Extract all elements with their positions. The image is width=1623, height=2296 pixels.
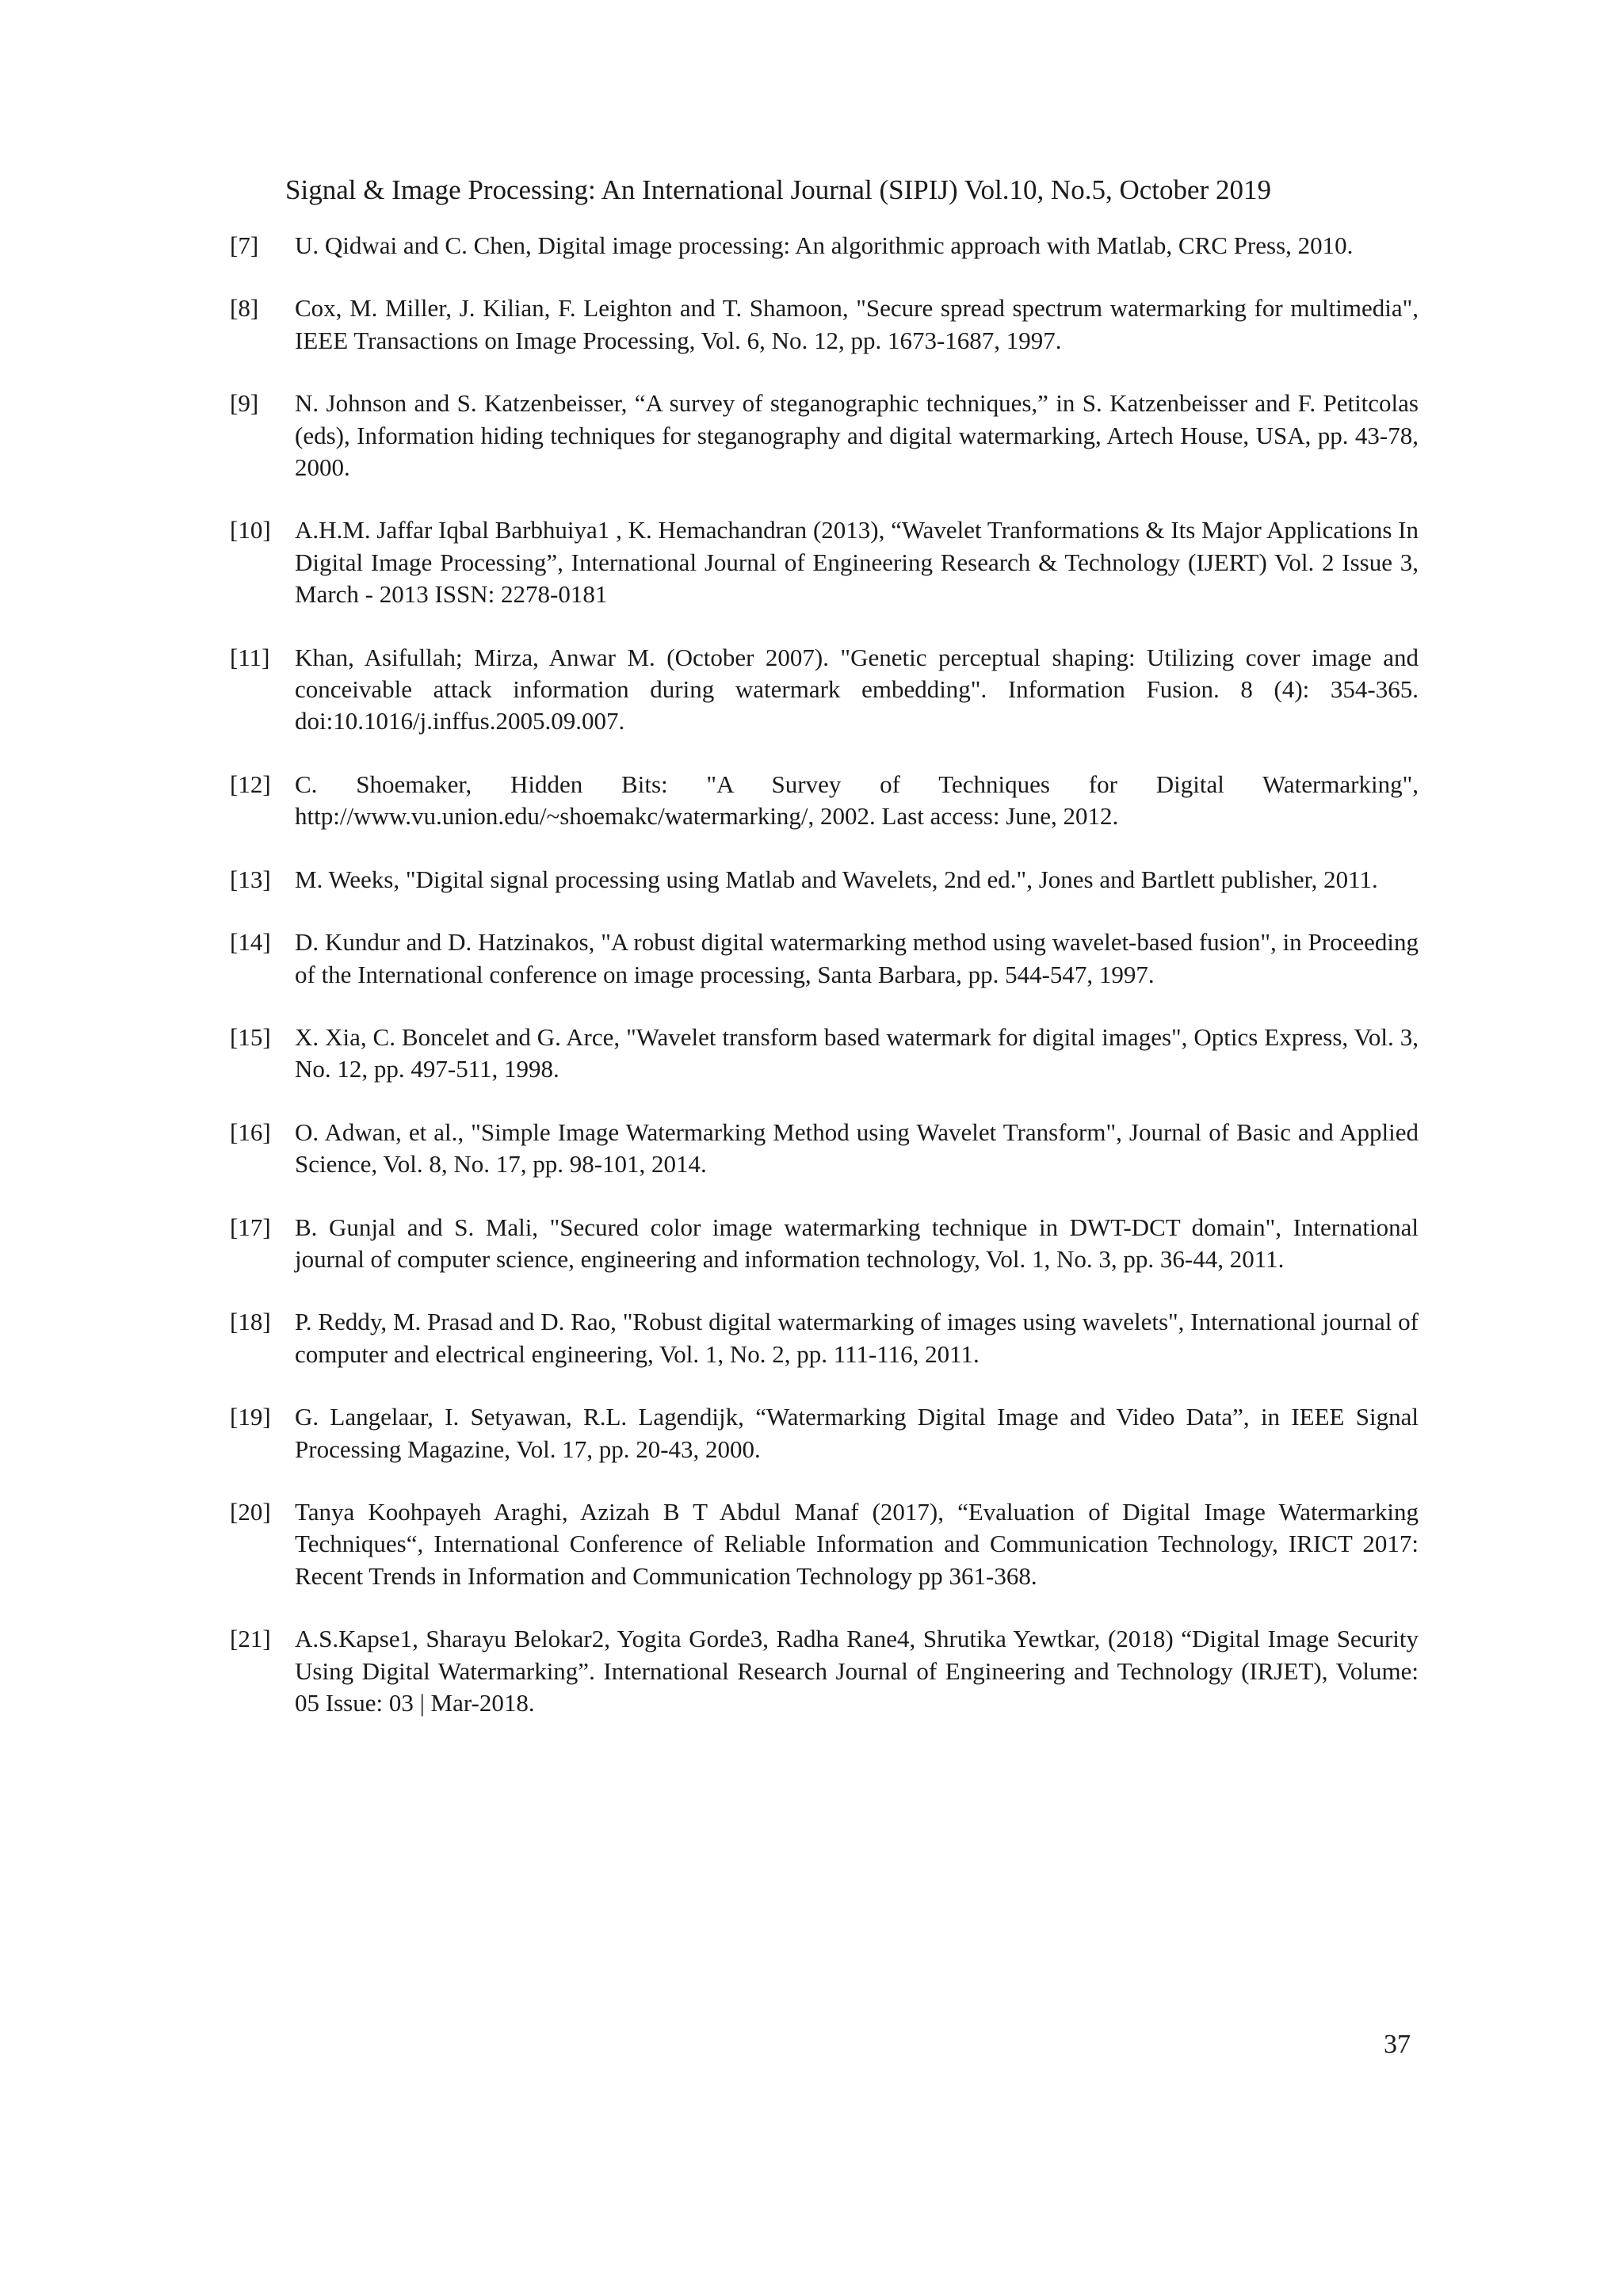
reference-text: A.H.M. Jaffar Iqbal Barbhuiya1 , K. Hemachandran (2013), “Wavelet Tranformations & Its Major Applications In Digital Image Processing”, International Journal of Engineering Research & Technology (IJERT) Vol. 2 Issue 3, March - 2013 ISSN: 2278-0181 — [295, 516, 1419, 609]
reference-item — [230, 1022, 1419, 1086]
reference-item — [230, 1306, 1419, 1370]
reference-item — [230, 1117, 1419, 1181]
reference-item — [230, 1496, 1419, 1592]
reference-item — [230, 926, 1419, 991]
reference-item — [230, 1623, 1419, 1719]
reference-text: B. Gunjal and S. Mali, "Secured color image watermarking technique in DWT-DCT domain", International journal of computer science, engineering and information technology, Vol. 1, No. 3, pp. 36-44, 2011. — [295, 1213, 1419, 1273]
reference-number: [15] — [230, 1022, 271, 1051]
reference-item — [230, 1401, 1419, 1465]
reference-text: O. Adwan, et al., "Simple Image Watermarking Method using Wavelet Transform", Journal of Basic and Applied Science, Vol. 8, No. 17, pp. 98-101, 2014. — [295, 1117, 1419, 1179]
reference-item — [230, 388, 1419, 483]
reference-text: G. Langelaar, I. Setyawan, R.L. Lagendijk, “Watermarking Digital Image and Video Data”, in IEEE Signal Processing Magazine, Vol. 17, pp. 20-43, 2000. — [295, 1403, 1419, 1463]
reference-item — [230, 864, 1419, 896]
reference-text: Tanya Koohpayeh Araghi, Azizah B T Abdul Manaf (2017), “Evaluation of Digital Image Watermarking Techniques“, International Conference of Reliable Information and Communication Technology, IRICT 2017: Recent Trends in Information and Communication Technology pp 361-368. — [295, 1497, 1419, 1590]
reference-number: [9] — [230, 389, 259, 418]
running-header: Signal & Image Processing: An International Journal (SIPIJ) Vol.10, No.5, October 2019 — [285, 174, 1271, 205]
reference-number: [10] — [230, 516, 271, 544]
reference-number: [12] — [230, 770, 271, 798]
reference-number: [20] — [230, 1497, 271, 1526]
reference-text: A.S.Kapse1, Sharayu Belokar2, Yogita Gorde3, Radha Rane4, Shrutika Yewtkar, (2018) “Digital Image Security Using Digital Watermarking”. International Research Journal of Engineering and Technology (IRJET), Volume: 05 Issue: 03 | Mar-2018. — [295, 1625, 1419, 1717]
reference-text: Khan, Asifullah; Mirza, Anwar M. (October 2007). "Genetic perceptual shaping: Utilizing cover image and conceivable attack information during watermark embedding". Information Fusion. 8 (4): 354-365. doi:10.1016/j.inffus.2005.09.007. — [295, 643, 1419, 735]
reference-list — [230, 230, 1419, 1750]
reference-number: [19] — [230, 1403, 271, 1431]
reference-text: C. Shoemaker, Hidden Bits: "A Survey of Techniques for Digital Watermarking", http://www.vu.union.edu/~shoemakc/watermarking/, 2002. Last access: June, 2012. — [295, 770, 1419, 831]
reference-number: [8] — [230, 294, 259, 323]
reference-number: [11] — [230, 643, 270, 671]
reference-item — [230, 1212, 1419, 1276]
reference-item — [230, 514, 1419, 610]
reference-text: P. Reddy, M. Prasad and D. Rao, "Robust digital watermarking of images using wavelets", International journal of computer and electrical engineering, Vol. 1, No. 2, pp. 111-116, 2011. — [295, 1308, 1419, 1368]
reference-item — [230, 292, 1419, 357]
reference-number: [16] — [230, 1117, 271, 1146]
reference-number: [13] — [230, 865, 271, 893]
reference-number: [14] — [230, 928, 271, 957]
reference-text: D. Kundur and D. Hatzinakos, "A robust digital watermarking method using wavelet-based fusion", in Proceeding of the International conference on image processing, Santa Barbara, pp. 544-547, 1997. — [295, 928, 1419, 988]
reference-number: [18] — [230, 1308, 271, 1336]
reference-number: [21] — [230, 1625, 271, 1653]
reference-text: Cox, M. Miller, J. Kilian, F. Leighton and T. Shamoon, "Secure spread spectrum watermarking for multimedia", IEEE Transactions on Image Processing, Vol. 6, No. 12, pp. 1673-1687, 1997. — [295, 294, 1419, 354]
reference-text: U. Qidwai and C. Chen, Digital image processing: An algorithmic approach with Matlab, CRC Press, 2010. — [295, 231, 1354, 259]
reference-item — [230, 642, 1419, 738]
reference-text: N. Johnson and S. Katzenbeisser, “A survey of steganographic techniques,” in S. Katzenbeisser and F. Petitcolas (eds), Information hiding techniques for steganography and digital watermarking, Artech House, USA, pp. 43-78, 2000. — [295, 389, 1419, 482]
reference-number: [7] — [230, 231, 259, 259]
reference-item — [230, 230, 1419, 262]
reference-text: X. Xia, C. Boncelet and G. Arce, "Wavelet transform based watermark for digital images", Optics Express, Vol. 3, No. 12, pp. 497-511, 1998. — [295, 1022, 1419, 1083]
reference-number: [17] — [230, 1213, 271, 1241]
page-number: 37 — [1384, 2030, 1411, 2059]
reference-item — [230, 769, 1419, 833]
reference-text: M. Weeks, "Digital signal processing using Matlab and Wavelets, 2nd ed.", Jones and Bartlett publisher, 2011. — [295, 865, 1378, 893]
